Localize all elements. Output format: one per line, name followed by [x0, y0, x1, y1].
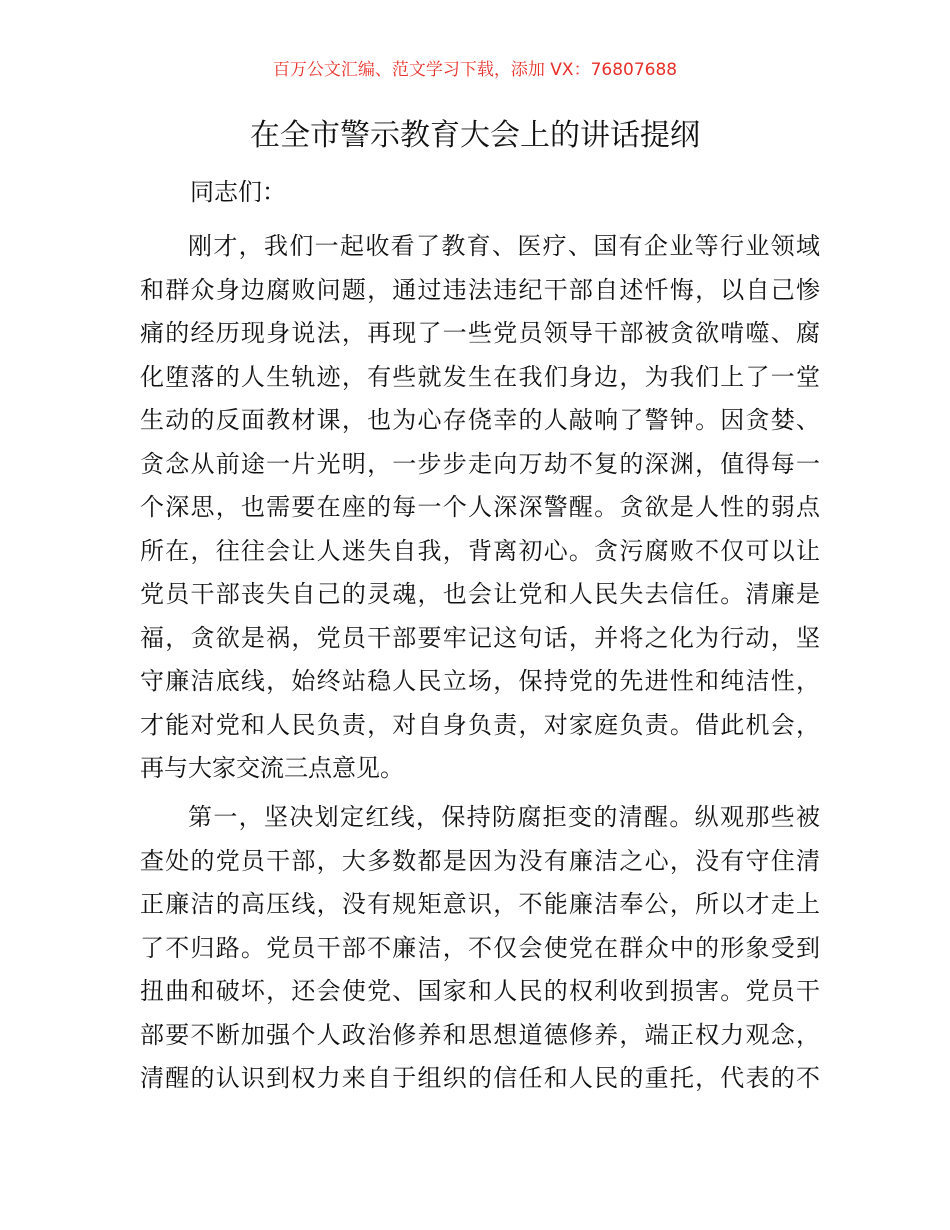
header-download-note: 百万公文汇编、范文学习下载，添加 VX：76807688	[272, 60, 678, 80]
paragraph-line: 部要不断加强个人政治修养和思想道德修养，端正权力观念，	[140, 1020, 820, 1049]
paragraph-line: 个深思，也需要在座的每一个人深深警醒。贪欲是人性的弱点	[140, 493, 820, 521]
paragraph-line: 清醒的认识到权力来自于组织的信任和人民的重托，代表的不	[140, 1064, 820, 1092]
paragraph-line: 第一，坚决划定红线，保持防腐拒变的清醒。纵观那些被	[188, 803, 820, 831]
paragraph-line: 查处的党员干部，大多数都是因为没有廉洁之心，没有守住清	[140, 846, 820, 875]
paragraph-line: 了不归路。党员干部不廉洁，不仅会使党在群众中的形象受到	[140, 933, 820, 962]
salutation: 同志们：	[190, 178, 286, 206]
paragraph-2	[140, 796, 820, 1101]
paragraph-line: 和群众身边腐败问题，通过违法违纪干部自述忏悔，以自己惨	[140, 275, 820, 304]
paragraph-line: 才能对党和人民负责，对自身负责，对家庭负责。借此机会，	[140, 710, 820, 739]
paragraph-1	[140, 225, 820, 791]
paragraph-line: 所在，往往会让人迷失自我，背离初心。贪污腐败不仅可以让	[140, 536, 820, 565]
paragraph-line: 正廉洁的高压线，没有规矩意识，不能廉洁奉公，所以才走上	[140, 890, 820, 918]
paragraph-line: 党员干部丧失自己的灵魂，也会让党和人民失去信任。清廉是	[140, 580, 820, 608]
paragraph-line: 再与大家交流三点意见。	[140, 754, 404, 782]
paragraph-line: 扭曲和破坏，还会使党、国家和人民的权利收到损害。党员干	[140, 977, 820, 1005]
page-title: 在全市警示教育大会上的讲话提纲	[250, 118, 700, 153]
paragraph-line: 刚才，我们一起收看了教育、医疗、国有企业等行业领域	[188, 232, 820, 260]
paragraph-line: 化堕落的人生轨迹，有些就发生在我们身边，为我们上了一堂	[140, 362, 820, 391]
paragraph-line: 福，贪欲是祸，党员干部要牢记这句话，并将之化为行动，坚	[140, 623, 820, 652]
paragraph-line: 痛的经历现身说法，再现了一些党员领导干部被贪欲啃噬、腐	[140, 319, 820, 347]
paragraph-line: 生动的反面教材课，也为心存侥幸的人敲响了警钟。因贪婪、	[140, 406, 820, 434]
paragraph-line: 守廉洁底线，始终站稳人民立场，保持党的先进性和纯洁性，	[140, 667, 820, 695]
paragraph-line: 贪念从前途一片光明，一步步走向万劫不复的深渊，值得每一	[140, 449, 820, 478]
